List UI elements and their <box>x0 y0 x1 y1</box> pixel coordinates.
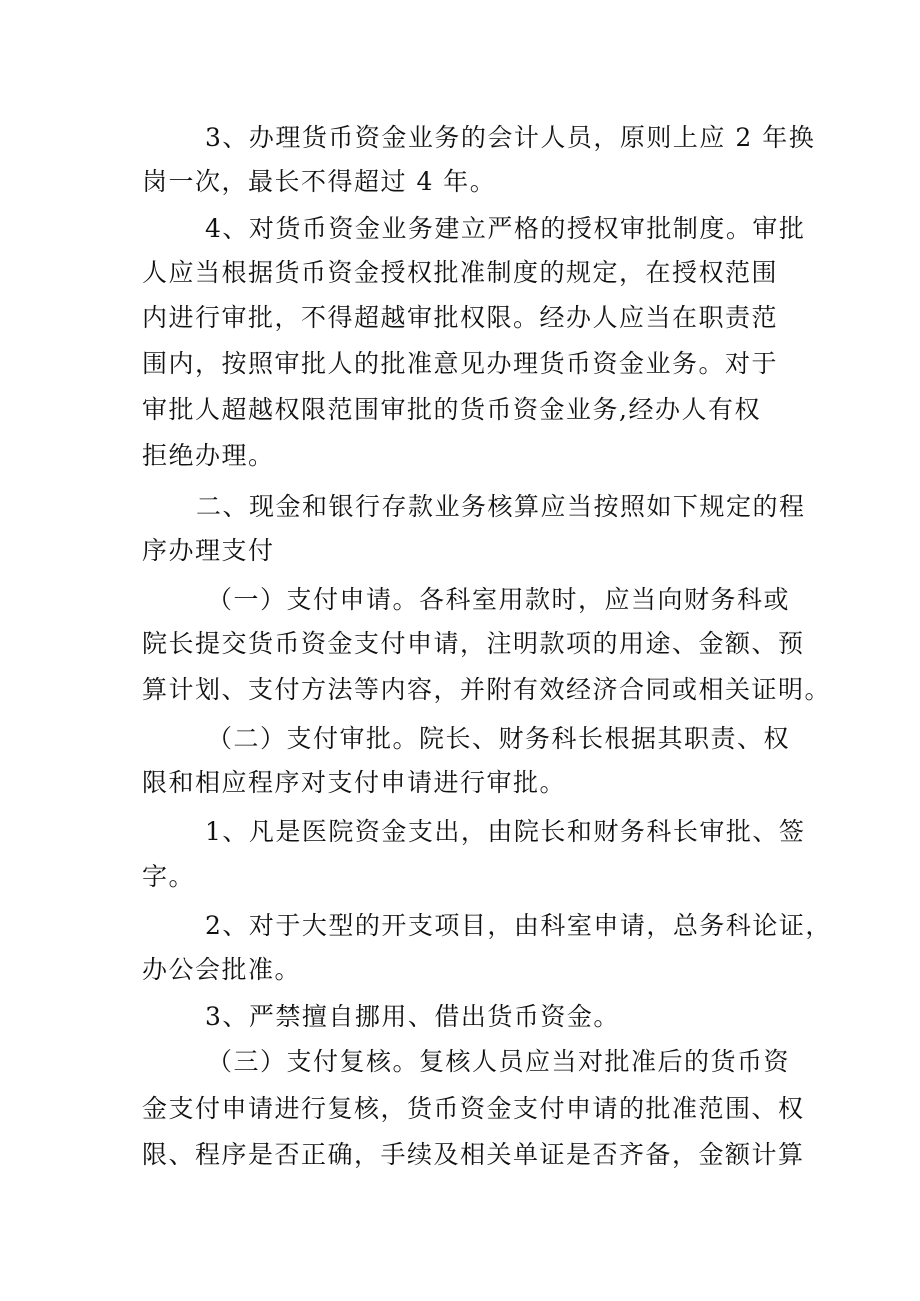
text-line: 2、对于大型的开支项目，由科室申请，总务科论证， <box>205 911 832 940</box>
text-line: 人应当根据货币资金授权批准制度的规定，在授权范围 <box>142 258 779 287</box>
text-line: 限和相应程序对支付申请进行审批。 <box>142 768 567 797</box>
text-line: 围内，按照审批人的批准意见办理货币资金业务。对于 <box>142 349 779 378</box>
text-line: 序办理支付 <box>142 536 275 565</box>
text-line: 字。 <box>142 862 196 891</box>
text-line: 限、程序是否正确，手续及相关单证是否齐备，金额计算 <box>142 1140 805 1169</box>
text-line: 金支付申请进行复核，货币资金支付申请的批准范围、权 <box>142 1094 805 1123</box>
text-line: 拒绝办理。 <box>142 441 275 470</box>
text-line: 3、办理货币资金业务的会计人员，原则上应 2 年换 <box>205 123 816 152</box>
text-line: 内进行审批，不得超越审批权限。经办人应当在职责范 <box>142 303 779 332</box>
text-line: 岗一次，最长不得超过 4 年。 <box>142 167 497 196</box>
text-line: 院长提交货币资金支付申请，注明款项的用途、金额、预 <box>142 629 805 658</box>
text-line: （三）支付复核。复核人员应当对批准后的货币资 <box>207 1047 791 1076</box>
text-line: 办公会批准。 <box>142 955 302 984</box>
text-line: 算计划、支付方法等内容，并附有效经济合同或相关证明。 <box>142 675 832 704</box>
text-line: 3、严禁擅自挪用、借出货币资金。 <box>205 1002 620 1031</box>
text-line: 1、凡是医院资金支出，由院长和财务科长审批、签 <box>205 817 806 846</box>
text-line: 二、现金和银行存款业务核算应当按照如下规定的程 <box>196 492 806 521</box>
text-line: 4、对货币资金业务建立严格的授权审批制度。审批 <box>205 214 806 243</box>
text-line: （一）支付申请。各科室用款时，应当向财务科或 <box>207 585 791 614</box>
text-line: （二）支付审批。院长、财务科长根据其职责、权 <box>207 724 791 753</box>
text-line: 审批人超越权限范围审批的货币资金业务,经办人有权 <box>142 395 761 424</box>
